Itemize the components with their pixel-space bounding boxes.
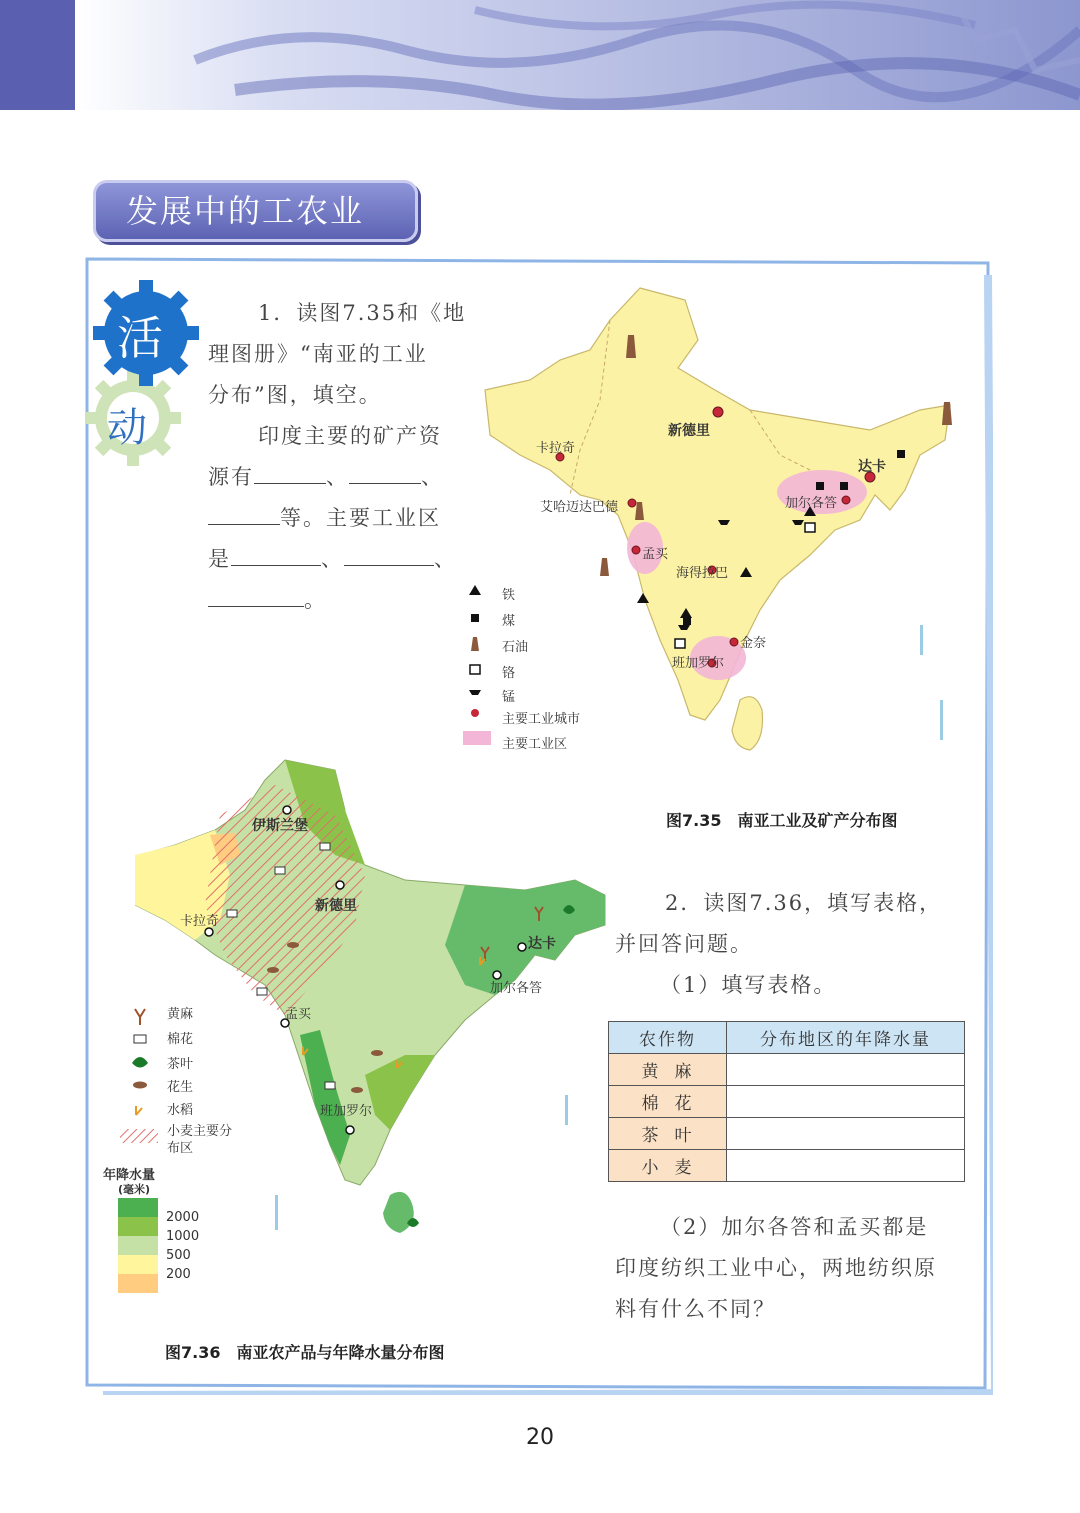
- chromium-icon: [470, 665, 480, 674]
- badge-char-1: 活: [117, 311, 163, 365]
- city-dot-karachi-agri: [205, 928, 213, 936]
- table-row: [609, 1118, 965, 1150]
- map1-label-mumbai: 孟买: [642, 547, 669, 562]
- island-mark: [920, 625, 923, 655]
- legend-peanut: 花生: [167, 1080, 194, 1095]
- badge-char-2: 动: [107, 405, 147, 451]
- table-cell-crop: 黄麻: [609, 1054, 727, 1086]
- q1-line6-suffix: 等。主要工业区: [280, 506, 441, 530]
- table-cell-crop: 茶叶: [609, 1118, 727, 1150]
- rain-swatch-500-1000: [118, 1236, 158, 1255]
- city-dot-icon: [471, 709, 479, 717]
- landmass-agri: [135, 760, 605, 1185]
- tea-icon: [132, 1057, 148, 1068]
- island-mark: [565, 1095, 568, 1125]
- answer-blank-mineral-3[interactable]: [208, 499, 280, 525]
- legend-coal: 煤: [502, 614, 516, 629]
- q1-sep: 、: [326, 465, 349, 489]
- cotton-icon: [275, 867, 285, 874]
- rice-icon: [136, 1106, 142, 1115]
- chromium-icon: [675, 639, 685, 648]
- rain-scale-bar: [118, 1198, 158, 1293]
- city-dot-mumbai: [632, 546, 640, 554]
- map1-caption: 图7.35 南亚工业及矿产分布图: [666, 811, 898, 830]
- sri-lanka-agri: [383, 1192, 414, 1233]
- page-header-banner: [0, 0, 1080, 110]
- city-dot-bangalore-agri: [346, 1126, 354, 1134]
- q1-line2: 理图册》“南亚的工业: [208, 342, 428, 366]
- q2-sub2-line1: （2）加尔各答和孟买都是: [660, 1215, 929, 1239]
- table-cell-crop: 棉花: [609, 1086, 727, 1118]
- table-answer-cell-jute[interactable]: [727, 1054, 965, 1086]
- map2-label-new-delhi: 新德里: [315, 898, 357, 914]
- rain-swatch-200-500: [118, 1255, 158, 1274]
- q2-line1: 2．读图7.36，填写表格，: [665, 891, 943, 915]
- answer-blank-area-3[interactable]: [208, 581, 304, 607]
- peanut-icon: [351, 1087, 363, 1093]
- map1-label-bangalore: 班加罗尔: [672, 656, 725, 671]
- answer-blank-mineral-1[interactable]: [254, 458, 326, 484]
- legend-cotton: 棉花: [167, 1032, 194, 1047]
- table-answer-cell-tea[interactable]: [727, 1118, 965, 1150]
- legend-rice: 水稻: [167, 1103, 194, 1118]
- manganese-icon: [469, 690, 481, 695]
- peanut-icon: [287, 942, 299, 948]
- header-relief-map: [75, 0, 1080, 110]
- island-mark: [275, 1195, 278, 1230]
- q1-line4: 印度主要的矿产资: [258, 424, 442, 448]
- cotton-icon: [134, 1035, 146, 1043]
- answer-blank-mineral-2[interactable]: [349, 458, 421, 484]
- section-title: 发展中的工农业: [126, 192, 365, 230]
- map1-label-new-delhi: 新德里: [668, 423, 710, 439]
- q1-line7-prefix: 是: [208, 547, 231, 571]
- q1-line3: 分布”图，填空。: [208, 383, 382, 407]
- map2-label-karachi: 卡拉奇: [180, 914, 220, 929]
- rain-level-200: 200: [166, 1267, 191, 1282]
- table-answer-cell-wheat[interactable]: [727, 1150, 965, 1182]
- city-dot-islamabad: [283, 806, 291, 814]
- coal-icon: [840, 482, 848, 490]
- q1-line6: [208, 498, 441, 539]
- cotton-icon: [257, 988, 267, 995]
- rain-level-2000: 2000: [166, 1210, 200, 1225]
- coal-icon: [471, 614, 479, 622]
- rain-swatch-1000-2000: [118, 1217, 158, 1236]
- q2-sub2-line3: 料有什么不同？: [615, 1297, 776, 1321]
- q1-sep: 、: [321, 547, 344, 571]
- wheat-zone-swatch: [120, 1129, 158, 1143]
- map1-legend-symbols: [463, 585, 493, 745]
- table-row: [609, 1150, 965, 1182]
- table-row: [609, 1054, 965, 1086]
- q2-line2: 并回答问题。: [615, 932, 753, 956]
- legend-tea: 茶叶: [167, 1057, 194, 1072]
- city-dot-chennai: [730, 638, 738, 646]
- crop-rainfall-table: [608, 1021, 965, 1182]
- table-answer-cell-cotton[interactable]: [727, 1086, 965, 1118]
- city-dot-new-delhi-agri: [336, 881, 344, 889]
- oil-icon: [471, 637, 479, 651]
- map2-legend-symbols: [118, 1003, 162, 1155]
- q1-line8-suffix: 。: [304, 588, 327, 612]
- table-row: [609, 1086, 965, 1118]
- map2-label-bangalore: 班加罗尔: [320, 1104, 373, 1119]
- peanut-icon: [267, 967, 279, 973]
- coal-icon: [816, 482, 824, 490]
- cotton-icon: [325, 1082, 335, 1089]
- table-cell-crop: 小麦: [609, 1150, 727, 1182]
- legend-oil: 石油: [502, 640, 529, 655]
- chapter-tab: [0, 0, 75, 110]
- q1-line5-prefix: 源有: [208, 465, 254, 489]
- q2-sub1: （1）填写表格。: [660, 973, 837, 997]
- south-asia-agriculture-map: [135, 755, 615, 1235]
- city-dot-kolkata: [842, 496, 850, 504]
- legend-iron: 铁: [502, 588, 516, 603]
- activity-badge: [83, 278, 203, 478]
- section-title-box: [93, 180, 418, 242]
- answer-blank-area-2[interactable]: [344, 540, 434, 566]
- iron-icon: [469, 585, 481, 595]
- map2-label-dhaka: 达卡: [528, 936, 556, 952]
- rain-swatch-under-200: [118, 1274, 158, 1293]
- sri-lanka-shape: [732, 697, 763, 750]
- rain-scale-unit: (毫米): [118, 1183, 151, 1196]
- city-dot-ahmedabad: [628, 499, 636, 507]
- q1-sep: 、: [434, 547, 457, 571]
- legend-chromium: 铬: [502, 666, 516, 681]
- q1-sep: 、: [421, 465, 444, 489]
- cotton-icon: [227, 910, 237, 917]
- q1-line7: [208, 539, 457, 580]
- rain-scale-title: 年降水量: [103, 1168, 156, 1183]
- island-mark: [940, 700, 943, 740]
- legend-wheat-zone: 小麦主要分布区: [167, 1124, 233, 1156]
- coal-icon: [683, 617, 691, 625]
- map1-label-kolkata: 加尔各答: [785, 496, 838, 511]
- rain-swatch-over-2000: [118, 1198, 158, 1217]
- table-header-rainfall: 分布地区的年降水量: [727, 1022, 965, 1054]
- south-asia-industry-map: [450, 280, 980, 760]
- map1-label-dhaka: 达卡: [858, 459, 886, 475]
- legend-jute: 黄麻: [167, 1007, 194, 1022]
- q1-line1: 1．读图7.35和《地: [258, 301, 467, 325]
- rain-level-500: 500: [166, 1248, 191, 1263]
- city-dot-dhaka-agri: [518, 943, 526, 951]
- q1-line8: [208, 580, 327, 621]
- map1-label-ahmedabad: 艾哈迈达巴德: [540, 500, 619, 515]
- map2-label-kolkata: 加尔各答: [490, 981, 543, 996]
- q1-line5: [208, 457, 444, 498]
- city-dot-new-delhi: [713, 407, 723, 417]
- map2-label-islamabad: 伊斯兰堡: [252, 818, 308, 834]
- map1-label-hyderabad: 海得拉巴: [676, 566, 729, 581]
- jute-icon: [135, 1009, 145, 1025]
- industrial-zone-swatch: [463, 731, 491, 745]
- answer-blank-area-1[interactable]: [231, 540, 321, 566]
- map2-label-mumbai: 孟买: [285, 1007, 312, 1022]
- peanut-icon: [371, 1050, 383, 1056]
- coal-icon: [897, 450, 905, 458]
- legend-industrial-city: 主要工业城市: [502, 712, 581, 727]
- map1-label-chennai: 金奈: [740, 636, 767, 651]
- map2-caption: 图7.36 南亚农产品与年降水量分布图: [165, 1343, 445, 1362]
- map1-label-karachi: 卡拉奇: [536, 441, 576, 456]
- oil-icon: [600, 558, 609, 576]
- table-header-crop: 农作物: [609, 1022, 727, 1054]
- peanut-icon: [133, 1082, 147, 1089]
- legend-industrial-zone: 主要工业区: [502, 737, 568, 752]
- q2-sub2-line2: 印度纺织工业中心，两地纺织原: [615, 1256, 937, 1280]
- page-number: 20: [526, 1425, 554, 1450]
- rain-level-1000: 1000: [166, 1229, 200, 1244]
- legend-manganese: 锰: [502, 690, 516, 705]
- cotton-icon: [320, 843, 330, 850]
- chromium-icon: [805, 523, 815, 532]
